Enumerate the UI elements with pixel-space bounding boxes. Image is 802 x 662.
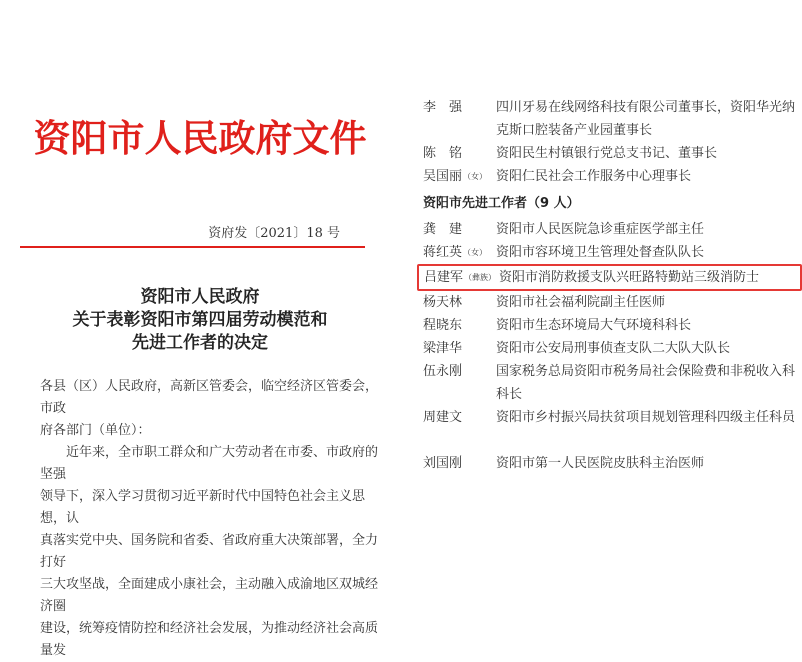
honoree-title: 资阳市乡村振兴局扶贫项目规划管理科四级主任科员 [496,410,796,425]
honoree-name [423,360,493,383]
honoree-name-text: 伍永刚 [423,364,463,379]
honoree-title: 资阳仁民社会工作服务中心理事长 [496,169,692,184]
honoree-name [423,241,493,264]
honoree-name-text: 李 强 [423,100,463,115]
honoree-row [423,165,798,188]
honoree-note: （彝族） [464,273,497,282]
honoree-title: 资阳市公安局刑事侦查支队二大队大队长 [496,341,731,356]
left-document-page [0,0,400,658]
honoree-title: 资阳市容环境卫生管理处督查队队长 [496,245,705,260]
salutation-line: 府各部门（单位）： [40,423,151,438]
honoree-name-text: 陈 铭 [423,146,463,161]
document-header: 资阳市人民政府文件 [33,117,367,160]
document-title [0,286,400,355]
honoree-name [423,452,493,475]
right-document-page [400,0,800,600]
honoree-name [423,291,493,314]
honoree-name [423,314,493,337]
honoree-name [423,406,493,429]
honoree-name-text: 程晓东 [423,318,463,333]
honoree-name [423,142,493,165]
honoree-row [423,291,798,314]
salutation-line: 各县（区）人民政府，高新区管委会，临空经济区管委会，市政 [40,379,379,416]
honoree-name-text: 龚 建 [423,222,463,237]
paragraph-line: 建设，统筹疫情防控和经济社会发展，为推动经济社会高质量发 [40,621,379,658]
honoree-title: 资阳民生村镇银行党总支书记、董事长 [496,146,718,161]
honoree-row [423,337,798,360]
title-line: 先进工作者的决定 [132,333,268,353]
honoree-note: （女） [463,248,488,257]
honoree-name-text: 吴国丽 [423,169,463,184]
honoree-name-text: 杨天林 [423,295,463,310]
honoree-name [424,266,497,289]
honoree-name-text: 周建文 [423,410,463,425]
honoree-row [423,314,798,337]
paragraph-line: 真落实党中央、国务院和省委、省政府重大决策部署，全力打好 [40,533,379,570]
honoree-name [423,218,493,241]
honoree-title: 资阳市社会福利院副主任医师 [496,295,666,310]
honoree-row [423,96,798,142]
honoree-title: 国家税务总局资阳市税务局社会保险费和非税收入科科长 [496,364,796,402]
honoree-title: 四川牙易在线网络科技有限公司董事长，资阳华光纳克斯口腔装备产业园董事长 [496,100,796,138]
honoree-name [423,337,493,360]
honoree-note: （女） [463,172,488,181]
honoree-list [423,96,798,475]
section-heading: 资阳市先进工作者（9 人） [423,196,580,211]
document-number: 资府发〔2021〕18 号 [208,226,340,241]
honoree-name [423,165,493,188]
highlighted-honoree-row [417,264,802,291]
paragraph-line: 三大攻坚战，全面建成小康社会，主动融入成渝地区双城经济圈 [40,577,379,614]
document-body [40,376,385,662]
title-line: 资阳市人民政府 [140,287,260,307]
paragraph-line: 近年来，全市职工群众和广大劳动者在市委、市政府的坚强 [40,445,379,482]
honoree-title: 资阳市消防救援支队兴旺路特勤站三级消防士 [499,270,760,285]
honoree-name-text: 吕建军 [424,270,464,285]
honoree-name-text: 梁津华 [423,341,463,356]
honoree-title: 资阳市第一人民医院皮肤科主治医师 [496,456,705,471]
honoree-row [423,360,798,406]
red-divider-line [20,246,365,248]
honoree-row [423,406,798,452]
honoree-row [423,452,798,475]
title-line: 关于表彰资阳市第四届劳动模范和 [72,310,328,330]
honoree-name [423,96,493,119]
honoree-name-text: 刘国刚 [423,456,463,471]
honoree-row [423,241,798,264]
paragraph-line: 领导下，深入学习贯彻习近平新时代中国特色社会主义思想，认 [40,489,366,526]
honoree-title: 资阳市人民医院急诊重症医学部主任 [496,222,705,237]
honoree-name-text: 蒋红英 [423,245,463,260]
honoree-row [423,142,798,165]
honoree-row [423,218,798,241]
honoree-title: 资阳市生态环境局大气环境科科长 [496,318,692,333]
